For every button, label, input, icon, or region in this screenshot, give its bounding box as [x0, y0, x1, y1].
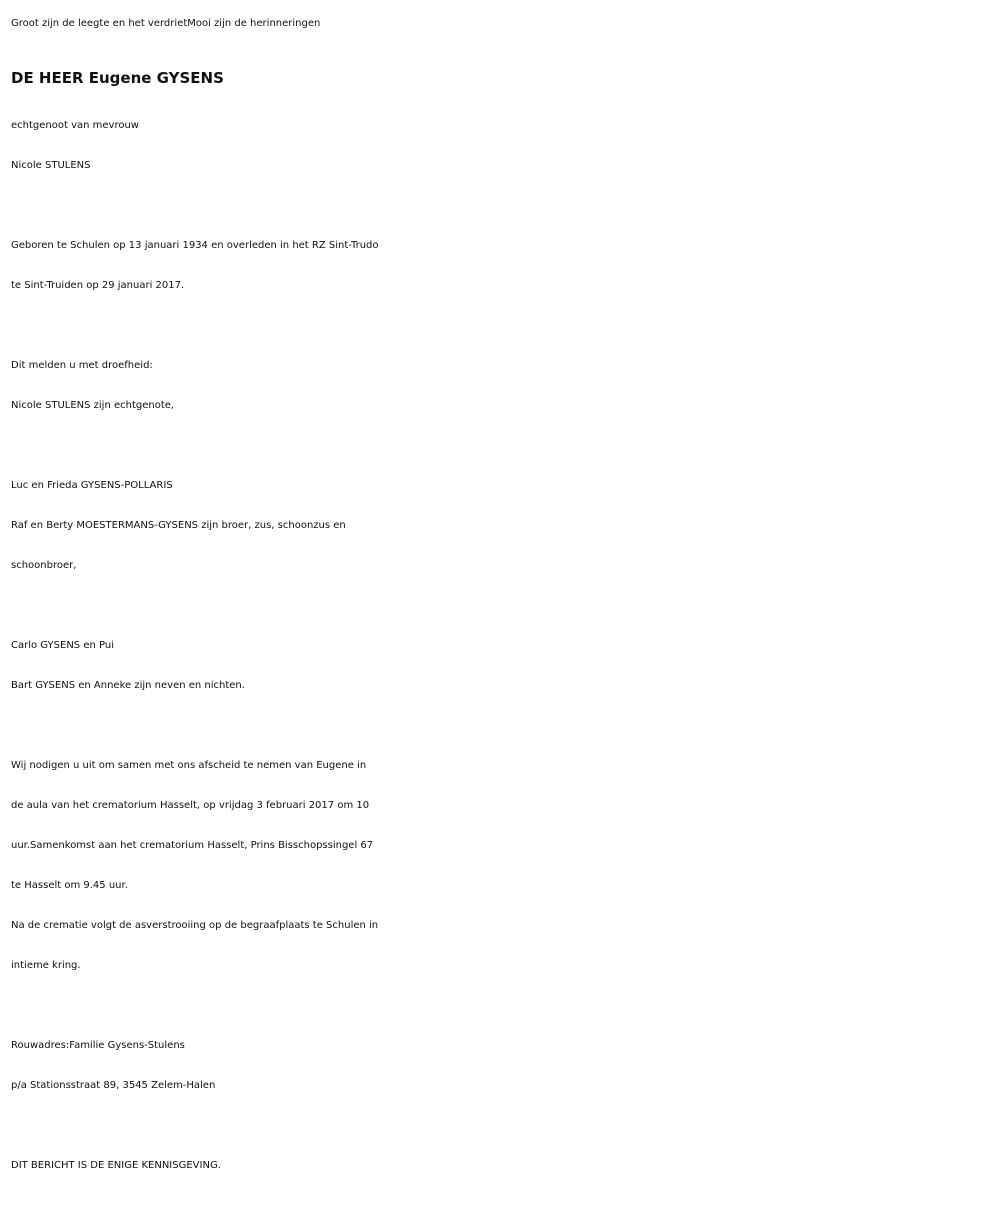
- cousins-line-1: Carlo GYSENS en Pui: [11, 640, 114, 651]
- siblings-line-1: Luc en Frieda GYSENS-POLLARIS: [11, 480, 173, 491]
- announcement-wife: Nicole STULENS zijn echtgenote,: [11, 400, 175, 411]
- cousins-line-2: Bart GYSENS en Anneke zijn neven en nichten.: [11, 680, 245, 691]
- siblings-line-3: schoonbroer,: [11, 560, 77, 571]
- spacer: [11, 706, 996, 746]
- deceased-name-heading: DE HEER Eugene GYSENS: [11, 69, 224, 87]
- spouse-line-1: echtgenoot van mevrouw: [11, 120, 139, 131]
- address-line-1: Rouwadres:Familie Gysens-Stulens: [11, 1040, 185, 1051]
- ceremony-line-2: de aula van het crematorium Hasselt, op vrijdag 3 februari 2017 om 10: [11, 800, 370, 811]
- only-notice-statement: DIT BERICHT IS DE ENIGE KENNISGEVING.: [11, 1160, 221, 1171]
- death-notice: [11, 4, 996, 1186]
- ceremony-line-6: intieme kring.: [11, 960, 81, 971]
- ceremony-line-1: Wij nodigen u uit om samen met ons afscheid te nemen van Eugene in: [11, 760, 367, 771]
- spacer: [11, 986, 996, 1026]
- birth-death-line-2: te Sint-Truiden op 29 januari 2017.: [11, 280, 185, 291]
- spacer: [11, 1106, 996, 1146]
- birth-death-line-1: Geboren te Schulen op 13 januari 1934 en overleden in het RZ Sint-Trudo: [11, 240, 379, 251]
- spacer: [11, 186, 996, 226]
- ceremony-line-5: Na de crematie volgt de asverstrooiing op de begraafplaats te Schulen in: [11, 920, 379, 931]
- spacer: [11, 586, 996, 626]
- siblings-line-2: Raf en Berty MOESTERMANS-GYSENS zijn broer, zus, schoonzus en: [11, 520, 346, 531]
- spouse-name: Nicole STULENS: [11, 160, 91, 171]
- ceremony-line-4: te Hasselt om 9.45 uur.: [11, 880, 128, 891]
- ceremony-line-3: uur.Samenkomst aan het crematorium Hasselt, Prins Bisschopssingel 67: [11, 840, 374, 851]
- motto: Groot zijn de leegte en het verdrietMooi zijn de herinneringen: [11, 18, 321, 29]
- address-line-2: p/a Stationsstraat 89, 3545 Zelem-Halen: [11, 1080, 216, 1091]
- spacer: [11, 306, 996, 346]
- spacer: [11, 426, 996, 466]
- announcement-intro: Dit melden u met droefheid:: [11, 360, 153, 371]
